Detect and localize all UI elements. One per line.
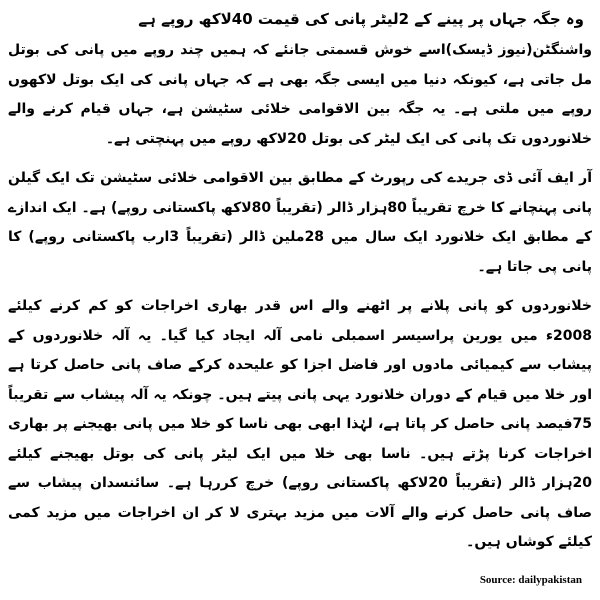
article-headline: وہ جگہ جہاں پر پینے کے 2لیٹر پانی کی قیمت 40لاکھ روپے ہے xyxy=(138,10,584,28)
news-article xyxy=(8,6,592,568)
source-credit: Source: dailypakistan xyxy=(479,574,582,586)
article-paragraph-2: آر ایف آئی ڈی جریدے کی رپورٹ کے مطابق بین الاقوامی خلائی سٹیشن تک ایک گیلن پانی پہنچانے کا خرچ تقریباً 80ہزار ڈالر (تقریباً 80لاکھ پاکستانی روپے) ہے۔ ایک اندازے کے مطابق ایک خلانورد ایک سال میں 28ملین ڈالر (تقریباً 3ارب پاکستانی روپے) کا پانی پی جاتا ہے۔ xyxy=(8,170,593,275)
article-paragraph-3: خلانوردوں کو پانی پلانے پر اٹھنے والے اس قدر بھاری اخراجات کو کم کرنے کیلئے 2008ء میں یورین پراسیسر اسمبلی نامی آلہ ایجاد کیا گیا۔ یہ آلہ خلانوردوں کے پیشاب سے کیمیائی مادوں اور فاضل اجزا کو علیحدہ کرکے صاف پانی حاصل کرتا ہے اور خلا میں قیام کے دوران خلانورد یہی پانی پیتے ہیں۔ چونکہ یہ آلہ پیشاب سے تقریباً 75فیصد پانی حاصل کر پاتا ہے، لہٰذا ابھی بھی ناسا کو خلا میں پانی بھیجنے پر بھاری اخراجات کرنا پڑتے ہیں۔ ناسا بھی خلا میں ایک لیٹر پانی کی بوتل بھیجنے کیلئے 20ہزار ڈالر (تقریباً 20لاکھ پاکستانی روپے) خرچ کررہا ہے۔ سائنسدان پیشاب سے صاف پانی حاصل کرنے والے آلات میں مزید بہتری لا کر ان اخراجات میں مزید کمی کیلئے کوشاں ہیں۔ xyxy=(8,298,593,550)
article-paragraph-1: واشنگٹن(نیوز ڈیسک)اسے خوش قسمتی جانئے کہ ہمیں چند روپے میں پانی کی بوتل مل جاتی ہے، کیونکہ دنیا میں ایسی جگہ بھی ہے کہ جہاں پانی کی ایک بوتل لاکھوں روپے میں ملتی ہے۔ یہ جگہ بین الاقوامی خلائی سٹیشن ہے، جہاں قیام کرنے والے خلانوردوں تک پانی کی ایک لیٹر کی بوتل 20لاکھ روپے میں پہنچتی ہے۔ xyxy=(8,42,592,147)
